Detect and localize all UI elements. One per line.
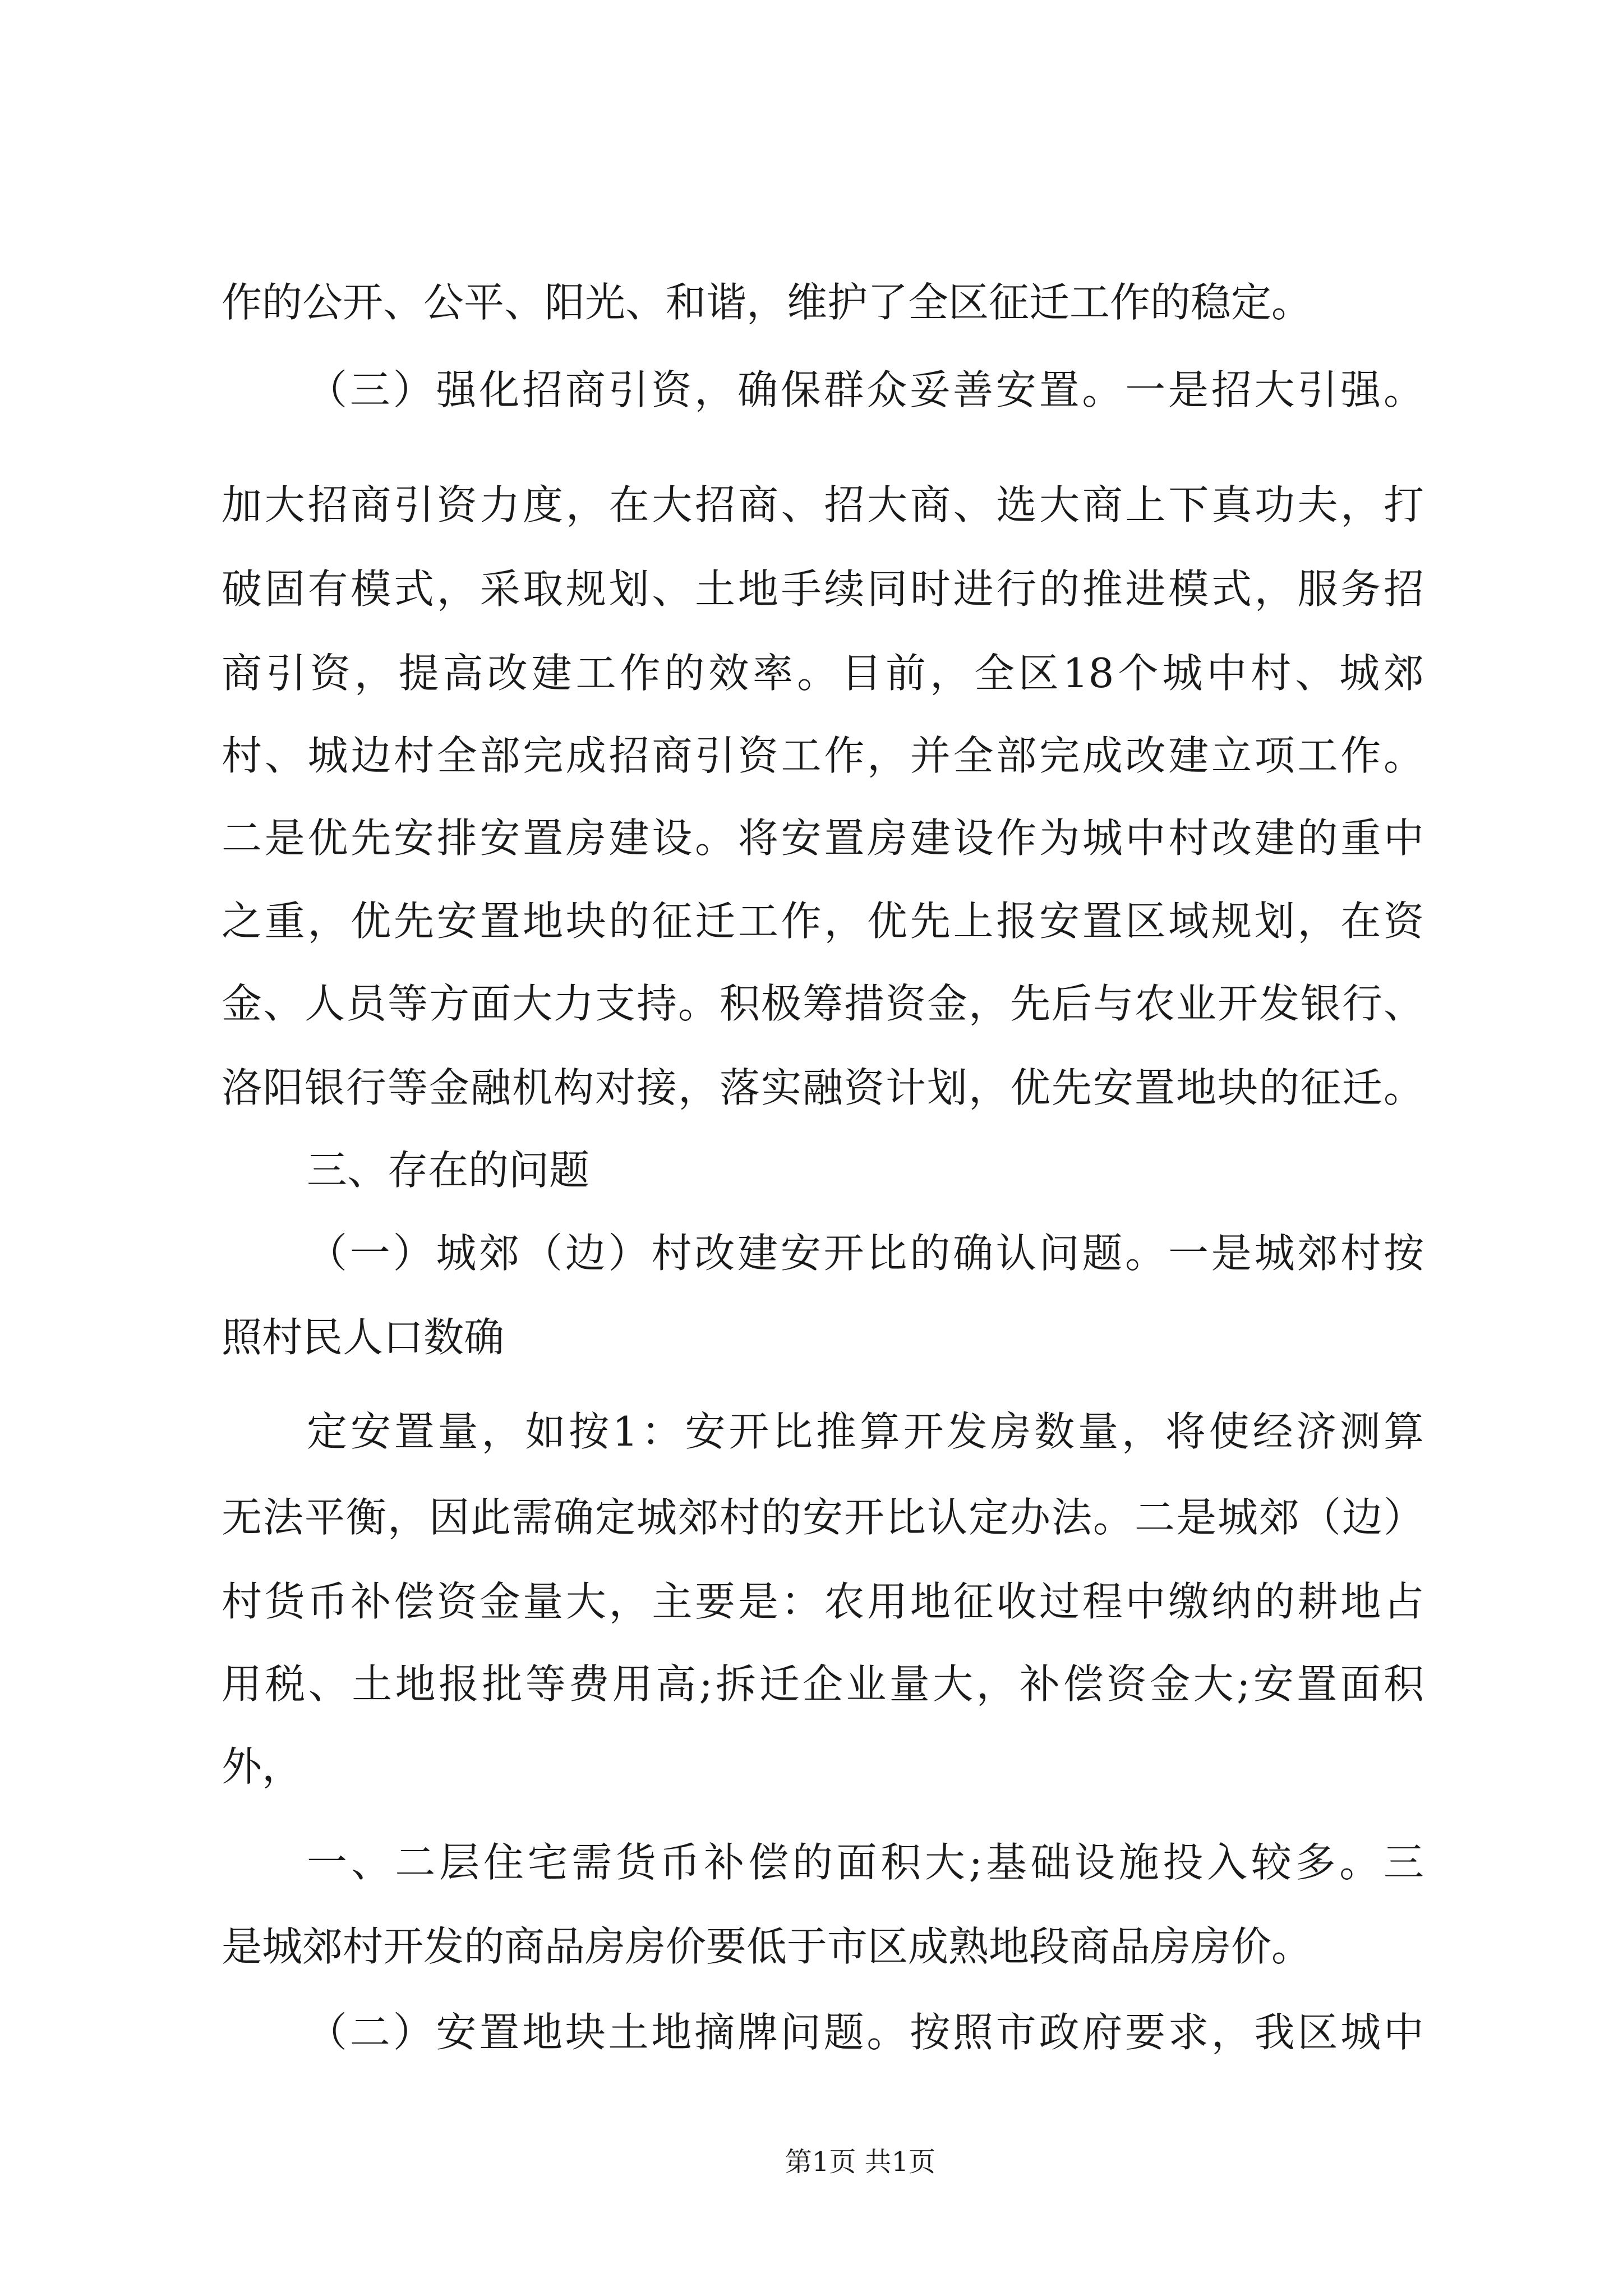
body-text-line: （三）强化招商引资，确保群众妥善安置。一是招大引强。 <box>307 366 1424 413</box>
body-text-line: 无法平衡，因此需确定城郊村的安开比认定办法。二是城郊（边） <box>222 1494 1424 1541</box>
body-text-line: 之重，优先安置地块的征迁工作，优先上报安置区域规划，在资 <box>222 898 1424 945</box>
body-text-line: 照村民人口数确 <box>222 1314 505 1361</box>
body-text-line: （二）安置地块土地摘牌问题。按照市政府要求，我区城中 <box>307 2009 1424 2056</box>
body-text-line: 加大招商引资力度，在大招商、招大商、选大商上下真功夫，打 <box>222 481 1424 528</box>
body-text-line: 外， <box>222 1743 303 1790</box>
body-text-line: 洛阳银行等金融机构对接，落实融资计划，优先安置地块的征迁。 <box>222 1064 1424 1111</box>
body-text-line: 破固有模式，采取规划、土地手续同时进行的推进模式，服务招 <box>222 565 1424 613</box>
body-text-line: 用税、土地报批等费用高;拆迁企业量大，补偿资金大;安置面积 <box>222 1660 1424 1708</box>
section-heading: 三、存在的问题 <box>307 1147 590 1194</box>
body-text-line: 金、人员等方面大力支持。积极筹措资金，先后与农业开发银行、 <box>222 980 1424 1027</box>
body-text-line: 一、二层住宅需货币补偿的面积大;基础设施投入较多。三 <box>307 1839 1424 1886</box>
body-text-line: （一）城郊（边）村改建安开比的确认问题。一是城郊村按 <box>307 1230 1424 1277</box>
body-text-line: 定安置量，如按1：安开比推算开发房数量，将使经济测算 <box>307 1408 1424 1455</box>
body-text-line: 作的公开、公平、阳光、和谐，维护了全区征迁工作的稳定。 <box>222 279 1312 326</box>
page-footer: 第1页 共1页 <box>785 2146 936 2178</box>
body-text-line: 是城郊村开发的商品房房价要低于市区成熟地段商品房房价。 <box>222 1923 1312 1970</box>
body-text-line: 村货币补偿资金量大，主要是：农用地征收过程中缴纳的耕地占 <box>222 1578 1424 1625</box>
body-text-line: 村、城边村全部完成招商引资工作，并全部完成改建立项工作。 <box>222 732 1424 779</box>
body-text-line: 商引资，提高改建工作的效率。目前，全区18个城中村、城郊 <box>222 650 1424 697</box>
body-text-line: 二是优先安排安置房建设。将安置房建设作为城中村改建的重中 <box>222 815 1424 862</box>
